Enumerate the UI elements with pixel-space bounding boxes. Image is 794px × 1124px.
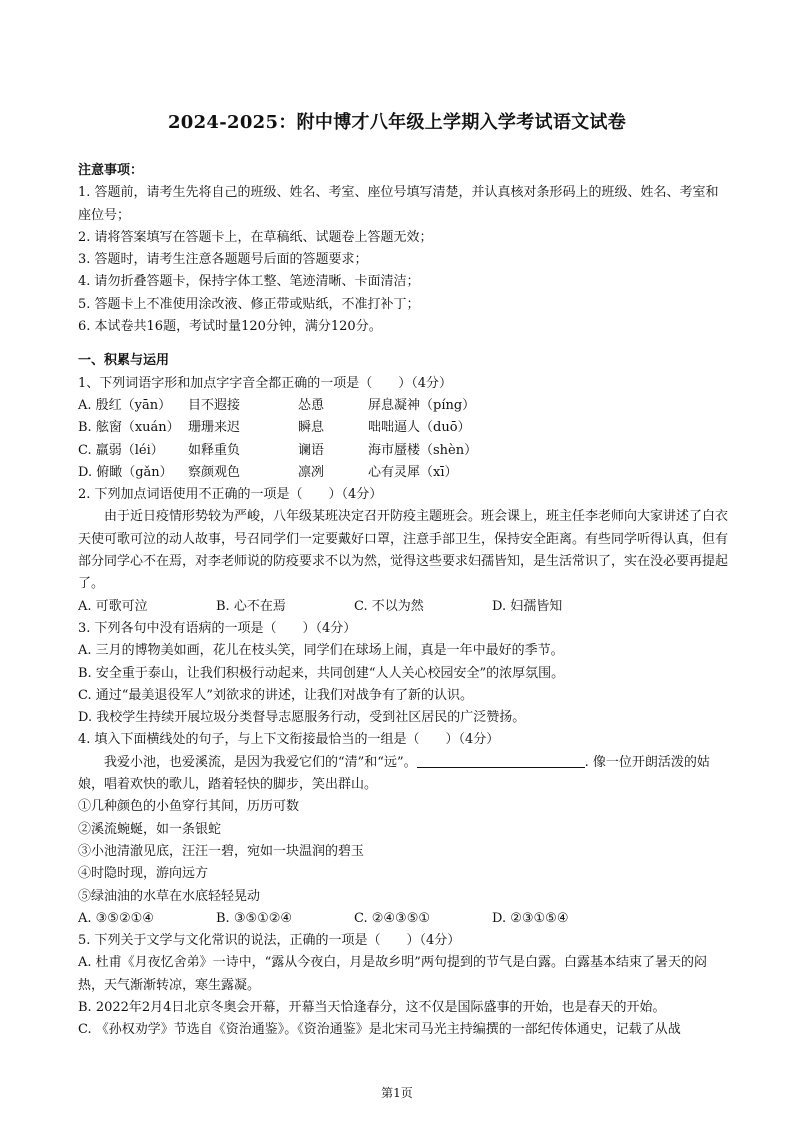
notice-item: 4. 请勿折叠答题卡，保持字体工整、笔迹清晰、卡面清洁； [78, 274, 420, 290]
option-b: B. 2022年2月4日北京冬奥会开幕，开幕当天恰逢春分，这不仅是国际盛事的开始，也是春天的开始。 [78, 999, 666, 1015]
question-2-stem: 2. 下列加点词语使用不正确的一项是（ ）（4分） [78, 487, 383, 503]
option-cell: 瞬息 [298, 420, 325, 436]
sentence-item: ④时隐时现，游向远方 [78, 866, 209, 882]
notice-heading: 注意事项： [78, 163, 144, 178]
notice-item: 5. 答题卡上不准使用涂改液、修正带或贴纸，不准打补丁； [78, 296, 420, 312]
passage-after: . 像一位开朗活泼的姑娘，唱着欢快的歌儿，踏着轻快的脚步，笑出群山。 [78, 754, 710, 793]
sentence-item: ③小池清澈见底，汪汪一碧，宛如一块温润的碧玉 [78, 843, 365, 859]
notice-item: 2. 请将答案填写在答题卡上，在草稿纸、试题卷上答题无效； [78, 229, 433, 245]
sentence-item: ⑤绿油油的水草在水底轻轻晃动 [78, 888, 261, 904]
page-number: 第1页 [381, 1086, 413, 1100]
question-4-stem: 4. 填入下面横线处的句子，与上下文衔接最恰当的一组是（ ）（4分） [78, 732, 500, 748]
option-cell: 珊珊来迟 [188, 420, 241, 436]
option-cell: 谰语 [298, 442, 325, 458]
option-cell: D. 俯瞰（gǎn） [78, 464, 173, 480]
section-heading: 一、积累与运用 [78, 353, 170, 369]
question-1-option-row [78, 417, 728, 439]
option-b: B. 心不在焉 [216, 598, 286, 614]
option-cell: 怂恿 [298, 397, 325, 413]
option-cell: 察颜观色 [188, 464, 241, 480]
passage-before: 我爱小池，也爱溪流，是因为我爱它们的“清”和“远”。 [104, 754, 417, 770]
question-2-options [78, 596, 728, 618]
option-cell: 如释重负 [188, 442, 241, 458]
question-2-passage: 由于近日疫情形势较为严峻，八年级某班决定召开防疫主题班会。班会课上，班主任李老师向大家讲述了白衣天使可歌可泣的动人故事，号召同学们一定要戴好口罩，注意手部卫生，保持安全距离。有些同学听得认真，但有部分同学心不在焉，对李老师说的防疫要求不以为然，觉得这些要求妇孺皆知，是生活常识了，实在没必要再提起了。 [78, 509, 729, 592]
option-d: D. ②③①⑤④ [492, 910, 569, 926]
option-cell: 屏息凝神（píng） [368, 397, 476, 413]
option-cell: 海市蜃楼（shèn） [368, 442, 478, 458]
question-1-option-row [78, 440, 728, 462]
option-cell: 凛冽 [298, 464, 325, 480]
option-a: A. 可歌可泣 [78, 598, 148, 614]
option-c: C. 《孙权劝学》节选自《资治通鉴》。《资治通鉴》是北宋司马光主持编撰的一部纪传体通史，记载了从战 [78, 1022, 681, 1038]
question-3-stem: 3. 下列各句中没有语病的一项是（ ）（4分） [78, 620, 357, 636]
answer-blank [417, 753, 585, 768]
option-c: C. 通过“最美退役军人”刘欲求的讲述，让我们对战争有了新的认识。 [78, 687, 474, 703]
sentence-item: ②溪流蜿蜒，如一条银蛇 [78, 821, 222, 837]
page-title: 2024-2025：附中博才八年级上学期入学考试语文试卷 [167, 112, 627, 133]
option-cell: C. 羸弱（léi） [78, 442, 164, 458]
question-4-options [78, 908, 728, 930]
option-a: A. 杜甫《月夜忆舍弟》一诗中，“露从今夜白，月是故乡明”两句提到的节气是白露。白露基本结束了暑天的闷热，天气渐渐转凉，寒生露凝。 [78, 955, 707, 993]
option-cell: 心有灵犀（xī） [368, 464, 458, 480]
option-d: D. 妇孺皆知 [492, 598, 563, 614]
question-1-option-row [78, 462, 728, 484]
option-cell: A. 殷红（yān） [78, 397, 172, 413]
notice-item: 3. 答题时，请考生注意各题题号后面的答题要求； [78, 252, 368, 268]
question-4-passage [78, 752, 728, 797]
option-b: B. ③⑤①②④ [216, 910, 293, 926]
question-1-stem: 1、下列词语字形和加点字字音全都正确的一项是（ ）（4分） [78, 375, 453, 391]
option-a: A. 三月的博物美如画，花儿在枝头笑，同学们在球场上闹，真是一年中最好的季节。 [78, 643, 564, 659]
option-cell: B. 舷窗（xuán） [78, 420, 180, 436]
option-c: C. 不以为然 [354, 598, 424, 614]
question-1-option-row [78, 395, 728, 417]
notice-item: 1. 答题前，请考生先将自己的班级、姓名、考室、座位号填写清楚，并认真核对条形码上的班级、姓名、考室和座位号； [78, 185, 719, 223]
exam-content [78, 160, 728, 1042]
option-d: D. 我校学生持续开展垃圾分类督导志愿服务行动，受到社区居民的广泛赞扬。 [78, 710, 526, 726]
option-cell: 咄咄逼人（duō） [368, 420, 471, 436]
question-5-stem: 5. 下列关于文学与文化常识的说法，正确的一项是（ ）（4分） [78, 933, 461, 949]
option-c: C. ②④③⑤① [354, 910, 431, 926]
option-a: A. ③⑤②①④ [78, 910, 154, 926]
option-cell: 目不遐接 [188, 397, 241, 413]
option-b: B. 安全重于泰山，让我们积极行动起来，共同创建“人人关心校园安全”的浓厚氛围。 [78, 665, 565, 681]
notice-item: 6. 本试卷共16题，考试时量120分钟，满分120分。 [78, 319, 382, 335]
sentence-item: ①几种颜色的小鱼穿行其间，历历可数 [78, 799, 300, 815]
